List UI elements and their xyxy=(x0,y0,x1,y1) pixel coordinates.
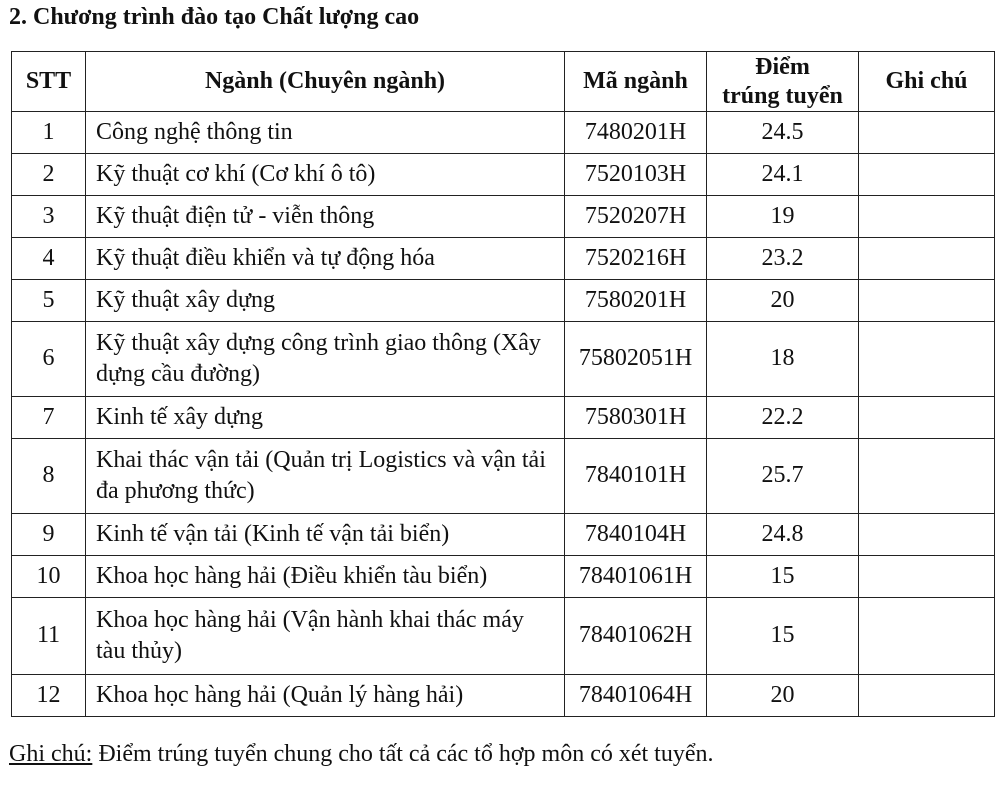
cell-note xyxy=(859,322,995,397)
cell-major: Khoa học hàng hải (Điều khiển tàu biển) xyxy=(86,556,565,598)
table-row xyxy=(12,280,995,322)
cell-major: Khoa học hàng hải (Quản lý hàng hải) xyxy=(86,675,565,717)
cell-code: 7520103H xyxy=(565,154,707,196)
cell-stt: 1 xyxy=(12,112,86,154)
cell-score: 24.5 xyxy=(707,112,859,154)
cell-note xyxy=(859,280,995,322)
cell-stt: 11 xyxy=(12,598,86,675)
header-score-line2: trúng tuyển xyxy=(722,82,843,109)
cell-note xyxy=(859,675,995,717)
cell-code: 7520207H xyxy=(565,196,707,238)
header-note: Ghi chú xyxy=(859,52,995,112)
cell-score: 23.2 xyxy=(707,238,859,280)
cell-note xyxy=(859,112,995,154)
table-row xyxy=(12,238,995,280)
cell-code: 78401062H xyxy=(565,598,707,675)
cell-stt: 4 xyxy=(12,238,86,280)
footnote xyxy=(9,741,714,768)
header-major: Ngành (Chuyên ngành) xyxy=(86,52,565,112)
cell-stt: 7 xyxy=(12,397,86,439)
header-score-line1: Điểm xyxy=(755,53,810,80)
cell-major: Kỹ thuật điều khiển và tự động hóa xyxy=(86,238,565,280)
cell-note xyxy=(859,196,995,238)
cell-score: 24.8 xyxy=(707,514,859,556)
cell-score: 18 xyxy=(707,322,859,397)
cell-note xyxy=(859,154,995,196)
cell-stt: 5 xyxy=(12,280,86,322)
table-row xyxy=(12,112,995,154)
cell-score: 15 xyxy=(707,556,859,598)
cell-stt: 6 xyxy=(12,322,86,397)
cell-major: Khoa học hàng hải (Vận hành khai thác máy tàu thủy) xyxy=(86,598,565,675)
cell-code: 7480201H xyxy=(565,112,707,154)
cell-major: Kỹ thuật điện tử - viễn thông xyxy=(86,196,565,238)
table-row xyxy=(12,439,995,514)
header-score xyxy=(707,52,859,112)
table-row xyxy=(12,598,995,675)
cell-note xyxy=(859,514,995,556)
cell-score: 15 xyxy=(707,598,859,675)
cell-note xyxy=(859,238,995,280)
header-code: Mã ngành xyxy=(565,52,707,112)
footnote-text: Điểm trúng tuyển chung cho tất cả các tổ hợp môn có xét tuyển. xyxy=(92,741,714,767)
table-row xyxy=(12,675,995,717)
section-heading: 2. Chương trình đào tạo Chất lượng cao xyxy=(9,4,420,30)
cell-code: 7580301H xyxy=(565,397,707,439)
cell-code: 7520216H xyxy=(565,238,707,280)
cell-major: Kỹ thuật cơ khí (Cơ khí ô tô) xyxy=(86,154,565,196)
table-row xyxy=(12,397,995,439)
footnote-label: Ghi chú: xyxy=(9,741,93,767)
cell-score: 20 xyxy=(707,280,859,322)
table-row xyxy=(12,322,995,397)
cell-code: 78401061H xyxy=(565,556,707,598)
table-header-row xyxy=(12,52,995,112)
cell-score: 19 xyxy=(707,196,859,238)
cell-note xyxy=(859,439,995,514)
cell-code: 75802051H xyxy=(565,322,707,397)
cell-code: 7840101H xyxy=(565,439,707,514)
cell-stt: 8 xyxy=(12,439,86,514)
cell-note xyxy=(859,598,995,675)
admission-scores-table xyxy=(11,51,995,717)
table-row xyxy=(12,196,995,238)
cell-major: Khai thác vận tải (Quản trị Logistics và vận tải đa phương thức) xyxy=(86,439,565,514)
cell-score: 24.1 xyxy=(707,154,859,196)
cell-stt: 10 xyxy=(12,556,86,598)
cell-code: 7840104H xyxy=(565,514,707,556)
cell-stt: 12 xyxy=(12,675,86,717)
cell-major: Kinh tế vận tải (Kinh tế vận tải biển) xyxy=(86,514,565,556)
cell-score: 22.2 xyxy=(707,397,859,439)
header-stt: STT xyxy=(12,52,86,112)
cell-code: 78401064H xyxy=(565,675,707,717)
cell-note xyxy=(859,556,995,598)
table-row xyxy=(12,514,995,556)
cell-major: Kinh tế xây dựng xyxy=(86,397,565,439)
cell-stt: 3 xyxy=(12,196,86,238)
cell-stt: 2 xyxy=(12,154,86,196)
cell-code: 7580201H xyxy=(565,280,707,322)
table-row xyxy=(12,556,995,598)
cell-note xyxy=(859,397,995,439)
table-row xyxy=(12,154,995,196)
cell-major: Kỹ thuật xây dựng công trình giao thông (Xây dựng cầu đường) xyxy=(86,322,565,397)
cell-score: 20 xyxy=(707,675,859,717)
cell-stt: 9 xyxy=(12,514,86,556)
cell-score: 25.7 xyxy=(707,439,859,514)
cell-major: Công nghệ thông tin xyxy=(86,112,565,154)
cell-major: Kỹ thuật xây dựng xyxy=(86,280,565,322)
